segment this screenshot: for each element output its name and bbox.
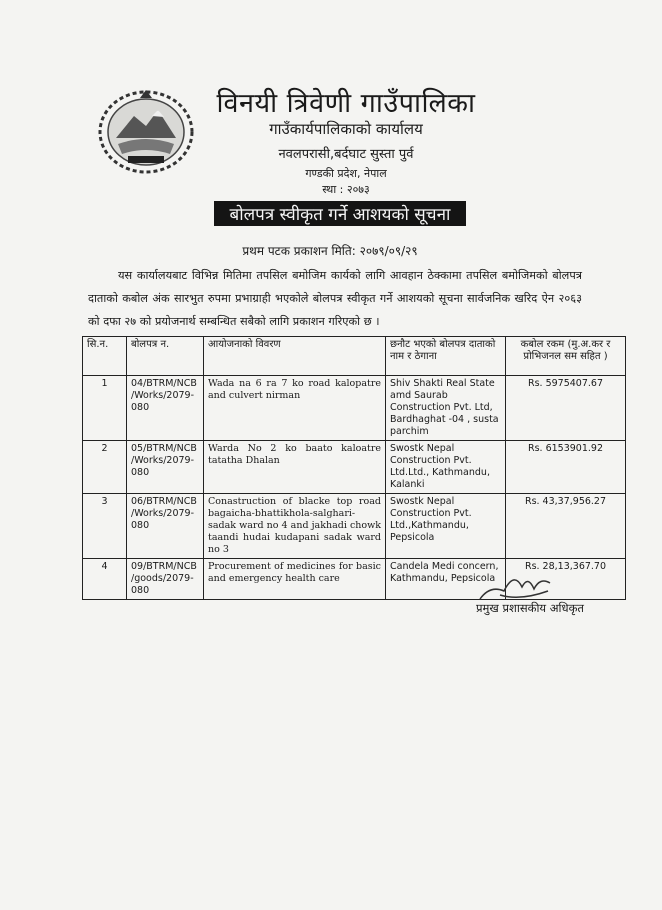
cell-bid-no: 09/BTRM/NCB/goods/2079-080 — [127, 559, 204, 600]
signatory-title: प्रमुख प्रशासकीय अधिकृत — [476, 601, 584, 615]
cell-sn: 1 — [83, 376, 127, 441]
province-name: गण्डकी प्रदेश, नेपाल — [305, 167, 387, 180]
col-header-project: आयोजनाको विवरण — [204, 337, 386, 376]
cell-project: Warda No 2 ko baato kaloatre tatatha Dhalan — [204, 441, 386, 494]
cell-sn: 2 — [83, 441, 127, 494]
notice-title-banner: बोलपत्र स्वीकृत गर्ने आशयको सूचना — [214, 201, 466, 226]
cell-bidder: Swostk Nepal Construction Pvt. Ltd.,Kathmandu, Pepsicola — [386, 494, 506, 559]
col-header-bid-no: बोलपत्र न. — [127, 337, 204, 376]
office-address: नवलपरासी,बर्दघाट सुस्ता पुर्व — [278, 147, 414, 162]
cell-bidder: Swostk Nepal Construction Pvt. Ltd.Ltd., Kathmandu, Kalanki — [386, 441, 506, 494]
publication-date: प्रथम पटक प्रकाशन मिति: २०७९/०९/२९ — [242, 244, 418, 258]
cell-sn: 3 — [83, 494, 127, 559]
office-name: गाउँकार्यपालिकाको कार्यालय — [269, 120, 423, 138]
table-row — [83, 376, 626, 441]
cell-bidder: Candela Medi concern, Kathmandu, Pepsicola — [386, 559, 506, 600]
cell-bid-no: 05/BTRM/NCB/Works/2079-080 — [127, 441, 204, 494]
nepal-emblem-icon — [96, 86, 196, 178]
cell-project: Procurement of medicines for basic and emergency health care — [204, 559, 386, 600]
cell-project: Wada na 6 ra 7 ko road kalopatre and culvert nirman — [204, 376, 386, 441]
bid-table — [82, 336, 626, 600]
col-header-bidder: छनौट भएको बोलपत्र दाताको नाम र ठेगाना — [386, 337, 506, 376]
table-header-row — [83, 337, 626, 376]
cell-amount: Rs. 28,13,367.70 — [506, 559, 626, 600]
cell-amount: Rs. 43,37,956.27 — [506, 494, 626, 559]
col-header-sn: सि.न. — [83, 337, 127, 376]
established-year: स्था : २०७३ — [322, 183, 370, 196]
cell-bid-no: 04/BTRM/NCB/Works/2079-080 — [127, 376, 204, 441]
cell-amount: Rs. 6153901.92 — [506, 441, 626, 494]
cell-bidder: Shiv Shakti Real State amd Saurab Construction Pvt. Ltd, Bardhaghat -04 , susta parchim — [386, 376, 506, 441]
cell-project: Conastruction of blacke top road bagaicha-bhattikhola-salghari-sadak ward no 4 and jakhadi chowk taandi hudai kudapani sadak ward no 3 — [204, 494, 386, 559]
table-row — [83, 441, 626, 494]
table-row — [83, 494, 626, 559]
cell-bid-no: 06/BTRM/NCB/Works/2079-080 — [127, 494, 204, 559]
cell-amount: Rs. 5975407.67 — [506, 376, 626, 441]
intro-paragraph: यस कार्यालयबाट विभिन्न मितिमा तपसिल बमोजिम कार्यको लागि आवहान ठेक्कामा तपसिल बमोजिमको बोलपत्र दाताको कबोल अंक सारभुत रुपमा प्रभाग्राही भएकोले बोलपत्र स्वीकृत गर्ने आशयको सूचना सार्वजनिक खरिद ऐन २०६३ को दफा २७ को प्रयोजनार्थ सम्बन्धित सबैको लागि प्रकाशन गरिएको छ । — [88, 269, 582, 328]
municipality-title: विनयी त्रिवेणी गाउँपालिका — [216, 88, 476, 119]
col-header-amount: कबोल रकम (मु.अ.कर र प्रोभिजनल सम सहित ) — [506, 337, 626, 376]
cell-sn: 4 — [83, 559, 127, 600]
